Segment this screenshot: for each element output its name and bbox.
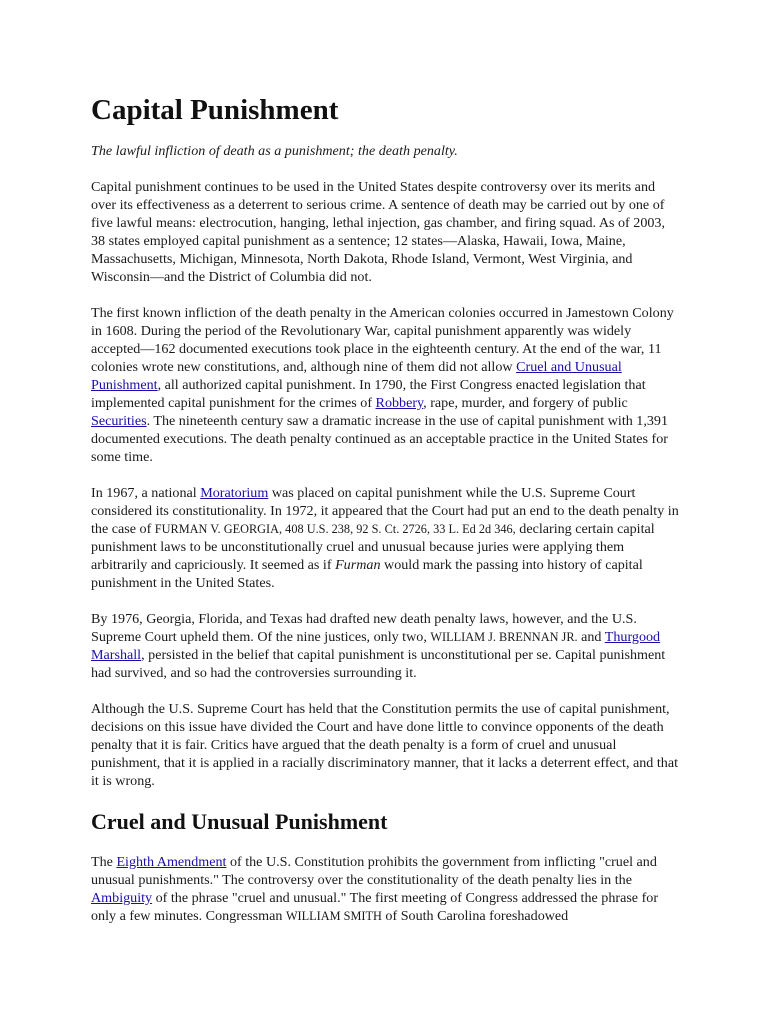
text-run: of South Carolina foreshadowed (381, 908, 569, 924)
link-cruel-and-unusual-punishment[interactable]: Cruel and Unusual Punishment (91, 359, 622, 393)
text-run: , all authorized capital punishment. In 1790, the First Congress enacted legislation that implemented capital punishment for the crimes of (91, 377, 646, 411)
document-page (91, 92, 681, 943)
link-eighth-amendment[interactable]: Eighth Amendment (116, 854, 227, 870)
definition-subtitle: The lawful infliction of death as a punishment; the death penalty. (91, 143, 458, 159)
text-run: , persisted in the belief that capital punishment is unconstitutional per se. Capital punishment had survived, and so had the controversies surrounding it. (91, 647, 666, 681)
paragraph-eighth-amendment (91, 853, 681, 925)
link-ambiguity[interactable]: Ambiguity (91, 890, 153, 906)
text-run: of the phrase "cruel and unusual." The first meeting of Congress addressed the phrase for only a few minutes. Congressman (91, 890, 659, 924)
justice-name: WILLIAM J. BRENNAN JR. (430, 630, 578, 644)
paragraph-history (91, 304, 681, 466)
link-moratorium[interactable]: Moratorium (200, 485, 269, 501)
paragraph-1976 (91, 610, 681, 682)
text-run: The (91, 854, 117, 870)
text-run: The first known infliction of the death penalty in the American colonies occurred in Jamestown Colony in 1608. During the period of the Revolutionary War, capital punishment apparently was widely accepted—162 documented executions took place in the eighteenth century. At the end of the war, 11 colonies wrote new constitutions, and, although nine of them did not allow (91, 305, 674, 375)
link-securities[interactable]: Securities (91, 413, 147, 429)
paragraph-overview: Capital punishment continues to be used in the United States despite controversy over its merits and over its effectiveness as a deterrent to serious crime. A sentence of death may be carried out by one of five lawful means: electrocution, hanging, lethal injection, gas chamber, and firing squad. As of 2003, 38 states employed capital punishment as a sentence; 12 states—Alaska, Hawaii, Iowa, Maine, Massachusetts, Michigan, Minnesota, North Dakota, Rhode Island, Vermont, West Virginia, and Wisconsin—and the District of Columbia did not. (91, 179, 665, 285)
text-run: declaring certain capital punishment laws to be unconstitutionally cruel and unusual because juries were applying them arbitrarily and capriciously. It seemed as if (91, 521, 655, 573)
text-run: would mark the passing into history of capital punishment in the United States. (91, 557, 643, 591)
text-run: of the U.S. Constitution prohibits the government from inflicting "cruel and unusual punishments." The controversy over the constitutionality of the death penalty lies in the (91, 854, 657, 888)
text-run: and (577, 629, 605, 645)
section-heading-cruel-and-unusual: Cruel and Unusual Punishment (91, 809, 388, 834)
text-run: was placed on capital punishment while the U.S. Supreme Court considered its constitutionality. In 1972, it appeared that the Court had put an end to the death penalty in the case of (91, 485, 679, 537)
text-run: , rape, murder, and forgery of public (423, 395, 628, 411)
case-name-emphasis: Furman (335, 557, 381, 573)
link-robbery[interactable]: Robbery (375, 395, 424, 411)
page-title: Capital Punishment (91, 94, 339, 126)
case-citation: FURMAN V. GEORGIA, 408 U.S. 238, 92 S. Ct. 2726, 33 L. Ed 2d 346, (154, 522, 516, 536)
paragraph-moratorium (91, 484, 681, 592)
text-run: By 1976, Georgia, Florida, and Texas had drafted new death penalty laws, however, and the U.S. Supreme Court upheld them. Of the nine justices, only two, (91, 611, 637, 645)
link-thurgood-marshall[interactable]: Thurgood Marshall (91, 629, 661, 663)
paragraph-criticism: Although the U.S. Supreme Court has held that the Constitution permits the use of capital punishment, decisions on this issue have divided the Court and have done little to convince opponents of the death penalty that it is fair. Critics have argued that the death penalty is a form of cruel and unusual punishment, that it is applied in a racially discriminatory manner, that it lacks a deterrent effect, and that it is wrong. (91, 701, 679, 789)
text-run: . The nineteenth century saw a dramatic increase in the use of capital punishment with 1,391 documented executions. The death penalty continued as an acceptable practice in the United States for some time. (91, 413, 669, 465)
congressman-name: WILLIAM SMITH (285, 909, 382, 923)
text-run: In 1967, a national (91, 485, 201, 501)
